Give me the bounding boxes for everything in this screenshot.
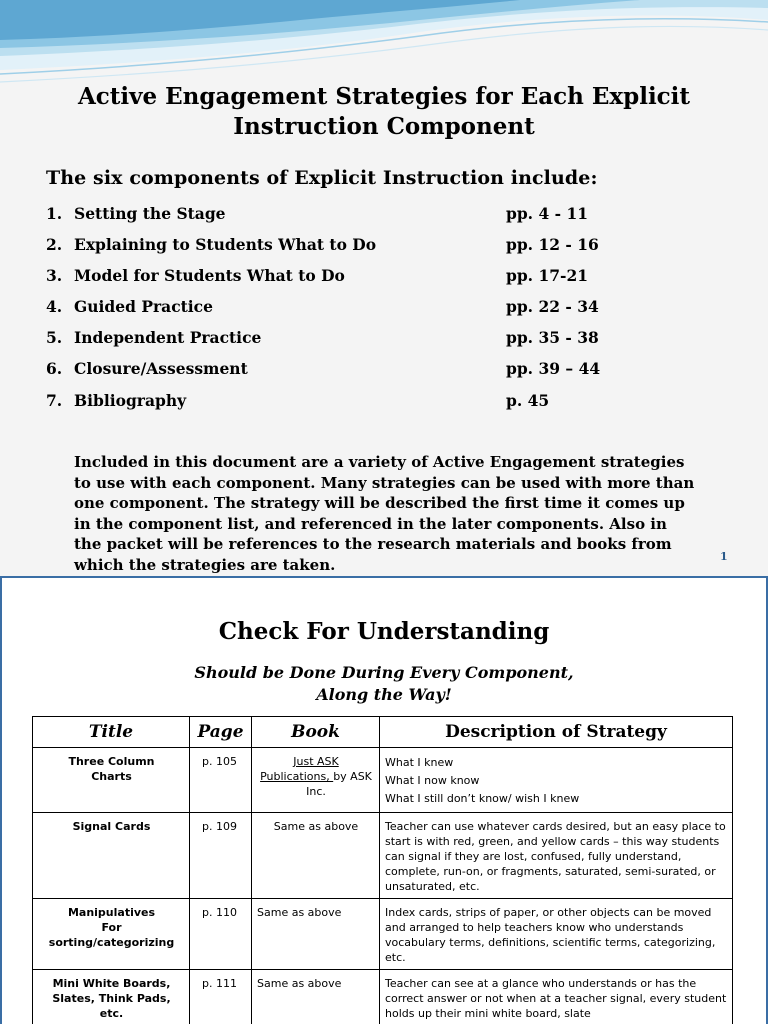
page-number: 1: [720, 550, 728, 563]
component-label: Model for Students What to Do: [74, 266, 345, 285]
column-header-page: Page: [190, 717, 252, 748]
title-line-1: Active Engagement Strategies for Each Explicit: [77, 83, 691, 110]
component-number: 3.: [46, 266, 63, 285]
table-header-row: [33, 717, 733, 748]
strategy-book: Same as above: [252, 970, 380, 1024]
component-item: [46, 235, 666, 257]
strategy-page: p. 109: [190, 813, 252, 899]
strategy-book: [252, 748, 380, 813]
subtitle-line-1: Should be Done During Every Component,: [194, 663, 574, 682]
intro-paragraph: [74, 452, 734, 576]
strategy-title: Mini White Boards, Slates, Think Pads, etc.: [33, 970, 190, 1024]
table-row: [33, 899, 733, 970]
strategy-title: Signal Cards: [33, 813, 190, 899]
book-link[interactable]: Publications,: [260, 770, 334, 783]
component-item: [46, 297, 666, 319]
strategy-page: p. 105: [190, 748, 252, 813]
component-number: 6.: [46, 359, 63, 378]
title-line-2: Instruction Component: [233, 113, 535, 140]
book-link[interactable]: Just ASK: [293, 755, 339, 768]
strategy-title: Manipulatives For sorting/categorizing: [33, 899, 190, 970]
intro-line: one component. The strategy will be described the first time it comes up: [74, 494, 685, 513]
component-number: 4.: [46, 297, 63, 316]
component-pages: pp. 35 - 38: [506, 328, 599, 347]
strategy-book: Same as above: [252, 899, 380, 970]
component-item: [46, 328, 666, 350]
book-suffix: by ASK Inc.: [306, 770, 372, 798]
strategy-description: Index cards, strips of paper, or other objects can be moved and arranged to help teachers know who understands vocabulary terms, definitions, scientific terms, categorizing, etc.: [380, 899, 733, 970]
component-pages: pp. 4 - 11: [506, 204, 589, 223]
strategy-table: [32, 716, 733, 1024]
intro-line: to use with each component. Many strategies can be used with more than: [74, 473, 695, 492]
column-header-description: Description of Strategy: [380, 717, 733, 748]
table-row: [33, 748, 733, 813]
component-label: Independent Practice: [74, 328, 262, 347]
component-item: [46, 391, 666, 413]
component-number: 7.: [46, 391, 63, 410]
component-item: [46, 266, 666, 288]
component-label: Guided Practice: [74, 297, 213, 316]
intro-line: which the strategies are taken.: [74, 555, 336, 574]
table-row: [33, 813, 733, 899]
section-title: Check For Understanding: [218, 618, 550, 645]
component-label: Closure/Assessment: [74, 359, 248, 378]
component-pages: pp. 22 - 34: [506, 297, 599, 316]
strategy-page: p. 110: [190, 899, 252, 970]
component-number: 5.: [46, 328, 63, 347]
component-item: [46, 359, 666, 381]
component-item: [46, 204, 666, 226]
strategy-page: p. 111: [190, 970, 252, 1024]
component-label: Bibliography: [74, 391, 187, 410]
strategy-description: Teacher can use whatever cards desired, but an easy place to start is with red, green, and yellow cards – this way students can signal if they are lost, confused, fully understand, complete, run-on, or fragments, saturated, semi-surated, or unsaturated, etc.: [380, 813, 733, 899]
strategy-title: Three Column Charts: [33, 748, 190, 813]
strategy-book: Same as above: [252, 813, 380, 899]
section-subtitle: [2, 662, 766, 706]
intro-line: the packet will be references to the research materials and books from: [74, 535, 672, 554]
component-label: Explaining to Students What to Do: [74, 235, 377, 254]
intro-line: in the component list, and referenced in the later components. Also in: [74, 514, 667, 533]
table-row: [33, 970, 733, 1024]
component-pages: p. 45: [506, 391, 550, 410]
component-pages: pp. 39 – 44: [506, 359, 601, 378]
component-label: Setting the Stage: [74, 204, 226, 223]
subtitle-line-2: Along the Way!: [316, 685, 452, 704]
strategy-description: Teacher can see at a glance who understands or has the correct answer or not when at a teacher signal, every student holds up their mini white board, slate: [380, 970, 733, 1024]
component-number: 2.: [46, 235, 63, 254]
component-pages: pp. 12 - 16: [506, 235, 599, 254]
wave-header-graphic: [0, 0, 768, 90]
components-heading: The six components of Explicit Instruction include:: [46, 167, 598, 189]
strategy-description: What I knew What I now know What I still don’t know/ wish I knew: [380, 748, 733, 813]
component-pages: pp. 17-21: [506, 266, 589, 285]
component-number: 1.: [46, 204, 63, 223]
column-header-book: Book: [252, 717, 380, 748]
slide-2: [0, 578, 768, 1024]
document-title: [30, 82, 738, 142]
column-header-title: Title: [33, 717, 190, 748]
intro-line: Included in this document are a variety of Active Engagement strategies: [74, 453, 685, 471]
